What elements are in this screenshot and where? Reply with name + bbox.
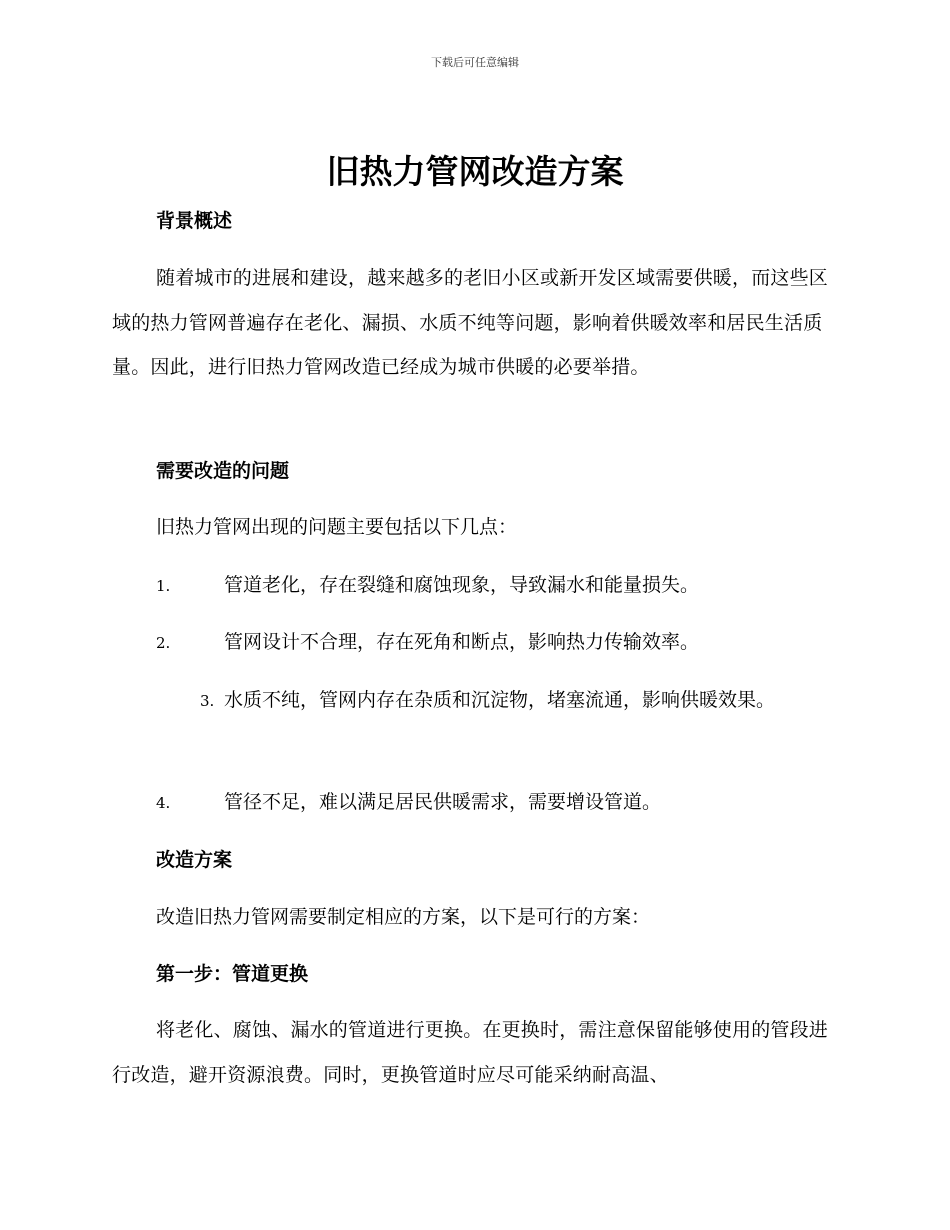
- list-item: [112, 563, 832, 609]
- list-text: 管网设计不合理，存在死角和断点，影响热力传输效率。: [224, 631, 700, 653]
- header-note: 下载后可任意编辑: [431, 56, 519, 69]
- problems-intro: 旧热力管网出现的问题主要包括以下几点：: [156, 516, 518, 538]
- list-number: 4.: [156, 794, 171, 812]
- plan-intro: 改造旧热力管网需要制定相应的方案，以下是可行的方案：: [156, 906, 651, 928]
- section-heading-plan: 改造方案: [156, 849, 233, 871]
- list-number: 2.: [156, 634, 171, 652]
- list-text: 水质不纯，管网内存在杂质和沉淀物，堵塞流通，影响供暖效果。: [224, 689, 776, 711]
- document-title: 旧热力管网改造方案: [326, 152, 624, 191]
- step1-heading: 第一步：管道更换: [156, 963, 309, 985]
- list-item: [112, 620, 832, 666]
- list-item: [112, 678, 832, 724]
- section-heading-problems: 需要改造的问题: [156, 460, 290, 482]
- background-paragraph: 随着城市的进展和建设，越来越多的老旧小区或新开发区域需要供暖，而这些区域的热力管网普遍存在老化、漏损、水质不纯等问题，影响着供暖效率和居民生活质量。因此，进行旧热力管网改造已经成为城市供暖的必要举措。: [112, 267, 829, 379]
- list-text: 管径不足，难以满足居民供暖需求，需要增设管道。: [224, 791, 662, 813]
- section-heading-background: 背景概述: [156, 210, 233, 232]
- list-number: 1.: [156, 577, 171, 595]
- list-number: 3.: [200, 692, 215, 710]
- list-text: 管道老化，存在裂缝和腐蚀现象，导致漏水和能量损失。: [224, 574, 700, 596]
- list-item: [112, 780, 832, 826]
- step1-paragraph: 将老化、腐蚀、漏水的管道进行更换。在更换时，需注意保留能够使用的管段进行改造，避开资源浪费。同时，更换管道时应尽可能采纳耐高温、: [112, 1019, 829, 1086]
